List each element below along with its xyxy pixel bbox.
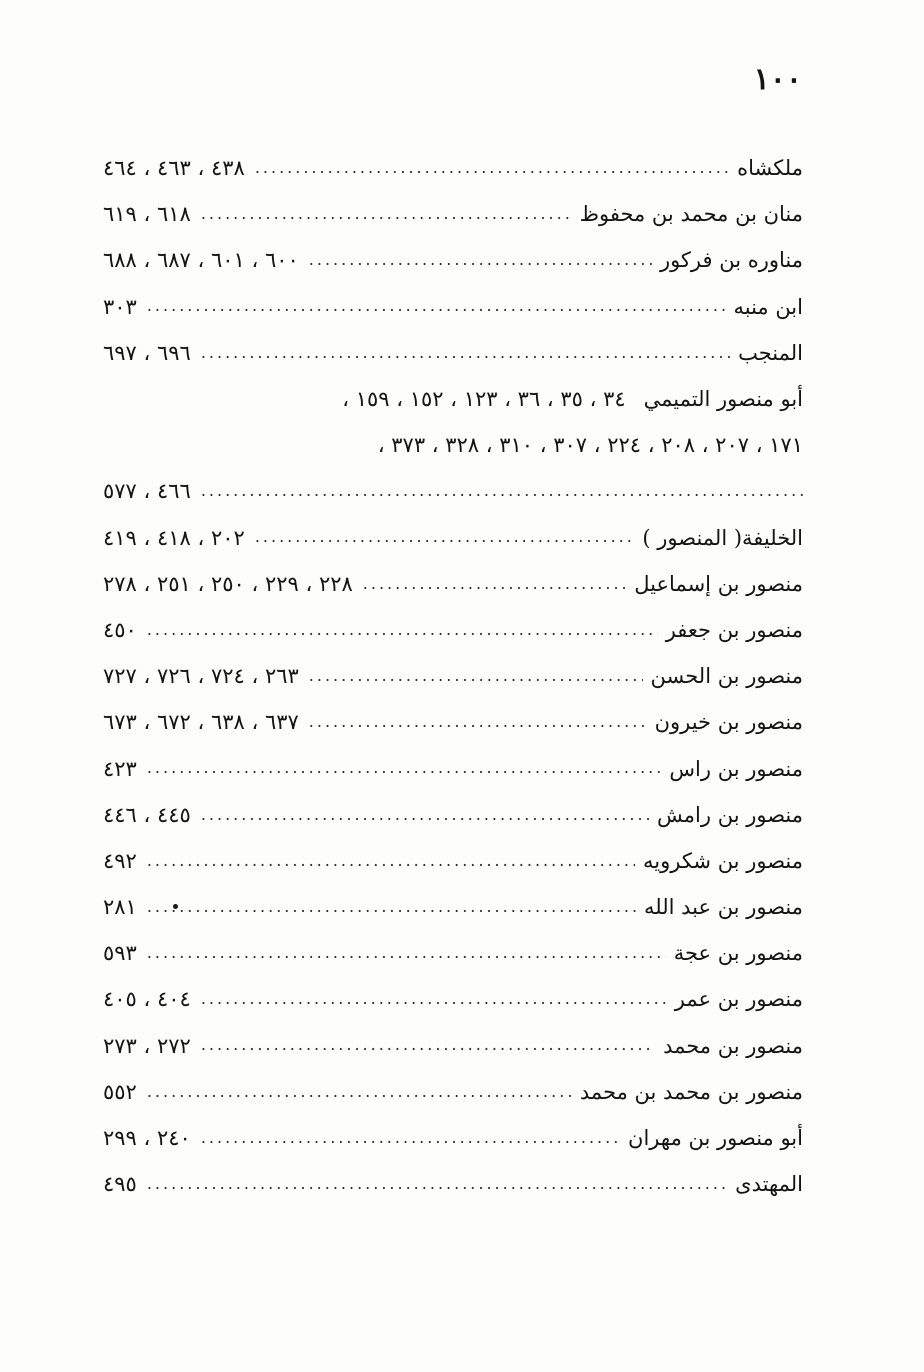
entry-pages: ٥٥٢ [103, 1079, 137, 1104]
dot-leader [201, 480, 803, 502]
index-entry [103, 191, 803, 237]
index-entry [103, 237, 803, 283]
index-entry [103, 515, 803, 561]
dot-leader [147, 850, 635, 872]
entry-name: منصور بن راس [669, 756, 803, 781]
entry-name: أبو منصور التميمي [643, 387, 803, 412]
dot-leader [201, 988, 667, 1010]
entry-name: مناوره بن فركور [659, 248, 803, 273]
dot-leader [309, 711, 647, 733]
dot-leader [147, 1081, 572, 1103]
index-entry [103, 607, 803, 653]
entry-pages: ٤٩٥ [103, 1172, 137, 1197]
dot-leader [201, 1127, 620, 1149]
index-entry [103, 1023, 803, 1069]
index-list [103, 145, 803, 1207]
page-number: ١٠٠ [753, 62, 802, 97]
index-entry [103, 976, 803, 1022]
index-entry [103, 930, 803, 976]
index-entry [103, 145, 803, 191]
dot-leader [147, 295, 726, 317]
dot-leader [201, 203, 572, 225]
entry-name: منصور بن محمد [663, 1033, 803, 1058]
entry-name: منصور بن الحسن [650, 664, 803, 689]
dot-leader [201, 1034, 655, 1056]
entry-pages: ٢٤٠ ، ٢٩٩ [103, 1126, 191, 1151]
entry-pages: ٢٨١ [103, 895, 137, 920]
dot-leader [309, 665, 643, 687]
dot-leader [363, 573, 627, 595]
dot-leader [201, 342, 730, 364]
index-entry [103, 653, 803, 699]
entry-name: المهتدى [735, 1172, 803, 1197]
entry-name: منصور بن عبد الله [644, 895, 803, 920]
entry-pages: ٣٤ ، ٣٥ ، ٣٦ ، ١٢٣ ، ١٥٢ ، ١٥٩ ، [342, 387, 626, 412]
entry-name: منصور بن شكرويه [643, 848, 803, 873]
entry-pages: ٦٩٦ ، ٦٩٧ [103, 340, 191, 365]
entry-name: المنجب [738, 340, 803, 365]
entry-name: منصور بن إسماعيل [634, 571, 803, 596]
index-entry [103, 330, 803, 376]
index-entry [103, 1161, 803, 1207]
entry-name: منصور بن خيرون [654, 710, 803, 735]
entry-pages: ٢٦٣ ، ٧٢٤ ، ٧٢٦ ، ٧٢٧ [103, 664, 299, 689]
index-entry [103, 838, 803, 884]
entry-pages: ٤٩٢ [103, 848, 137, 873]
entry-pages: ٤٥٠ [103, 617, 137, 642]
entry-pages: ١٧١ ، ٢٠٧ ، ٢٠٨ ، ٢٢٤ ، ٣٠٧ ، ٣١٠ ، ٣٢٨ ، ٣٧٣ ، [377, 433, 803, 458]
entry-pages: ٦٠٠ ، ٦٠١ ، ٦٨٧ ، ٦٨٨ [103, 248, 299, 273]
entry-name: منصور بن عجة [673, 941, 803, 966]
entry-pages: ٢٠٢ ، ٤١٨ ، ٤١٩ [103, 525, 245, 550]
entry-pages: ٣٠٣ [103, 294, 137, 319]
entry-name: منان بن محمد بن محفوظ [579, 202, 803, 227]
entry-pages: ٢٢٨ ، ٢٢٩ ، ٢٥٠ ، ٢٥١ ، ٢٧٨ [103, 571, 353, 596]
index-entry [103, 792, 803, 838]
dot-leader [147, 942, 666, 964]
dot-leader [255, 526, 635, 548]
index-entry-continuation [103, 422, 803, 468]
entry-pages: ٥٩٣ [103, 941, 137, 966]
entry-pages: ٤٤٥ ، ٤٤٦ [103, 802, 191, 827]
dot-leader [147, 1173, 727, 1195]
index-entry-continuation [103, 468, 803, 514]
entry-name: أبو منصور بن مهران [628, 1126, 803, 1151]
entry-pages: ٤٣٨ ، ٤٦٣ ، ٤٦٤ [103, 156, 245, 181]
dot-leader [201, 804, 649, 826]
dot-leader [147, 896, 636, 918]
entry-name: منصور بن عمر [674, 987, 803, 1012]
entry-pages: ٦١٨ ، ٦١٩ [103, 202, 191, 227]
entry-pages: ٤٦٦ ، ٥٧٧ [103, 479, 191, 504]
index-entry [103, 884, 803, 930]
dot-leader [255, 157, 729, 179]
index-entry [103, 561, 803, 607]
entry-pages: ٦٣٧ ، ٦٣٨ ، ٦٧٢ ، ٦٧٣ [103, 710, 299, 735]
entry-pages: ٤٢٣ [103, 756, 137, 781]
entry-name: منصور بن محمد بن محمد [579, 1079, 803, 1104]
index-entry [103, 699, 803, 745]
index-entry [103, 1069, 803, 1115]
ink-speck [173, 904, 178, 909]
dot-leader [309, 249, 652, 271]
index-entry [103, 745, 803, 791]
dot-leader [147, 757, 662, 779]
entry-name: منصور بن جعفر [665, 617, 803, 642]
entry-pages: ٢٧٢ ، ٢٧٣ [103, 1033, 191, 1058]
entry-name: الخليفة( المنصور ) [642, 525, 803, 550]
index-entry [103, 376, 803, 422]
dot-leader [147, 619, 658, 641]
index-entry [103, 284, 803, 330]
entry-name: ملكشاه [737, 156, 803, 181]
entry-name: منصور بن رامش [657, 802, 803, 827]
index-entry [103, 1115, 803, 1161]
entry-name: ابن منبه [733, 294, 803, 319]
entry-pages: ٤٠٤ ، ٤٠٥ [103, 987, 191, 1012]
